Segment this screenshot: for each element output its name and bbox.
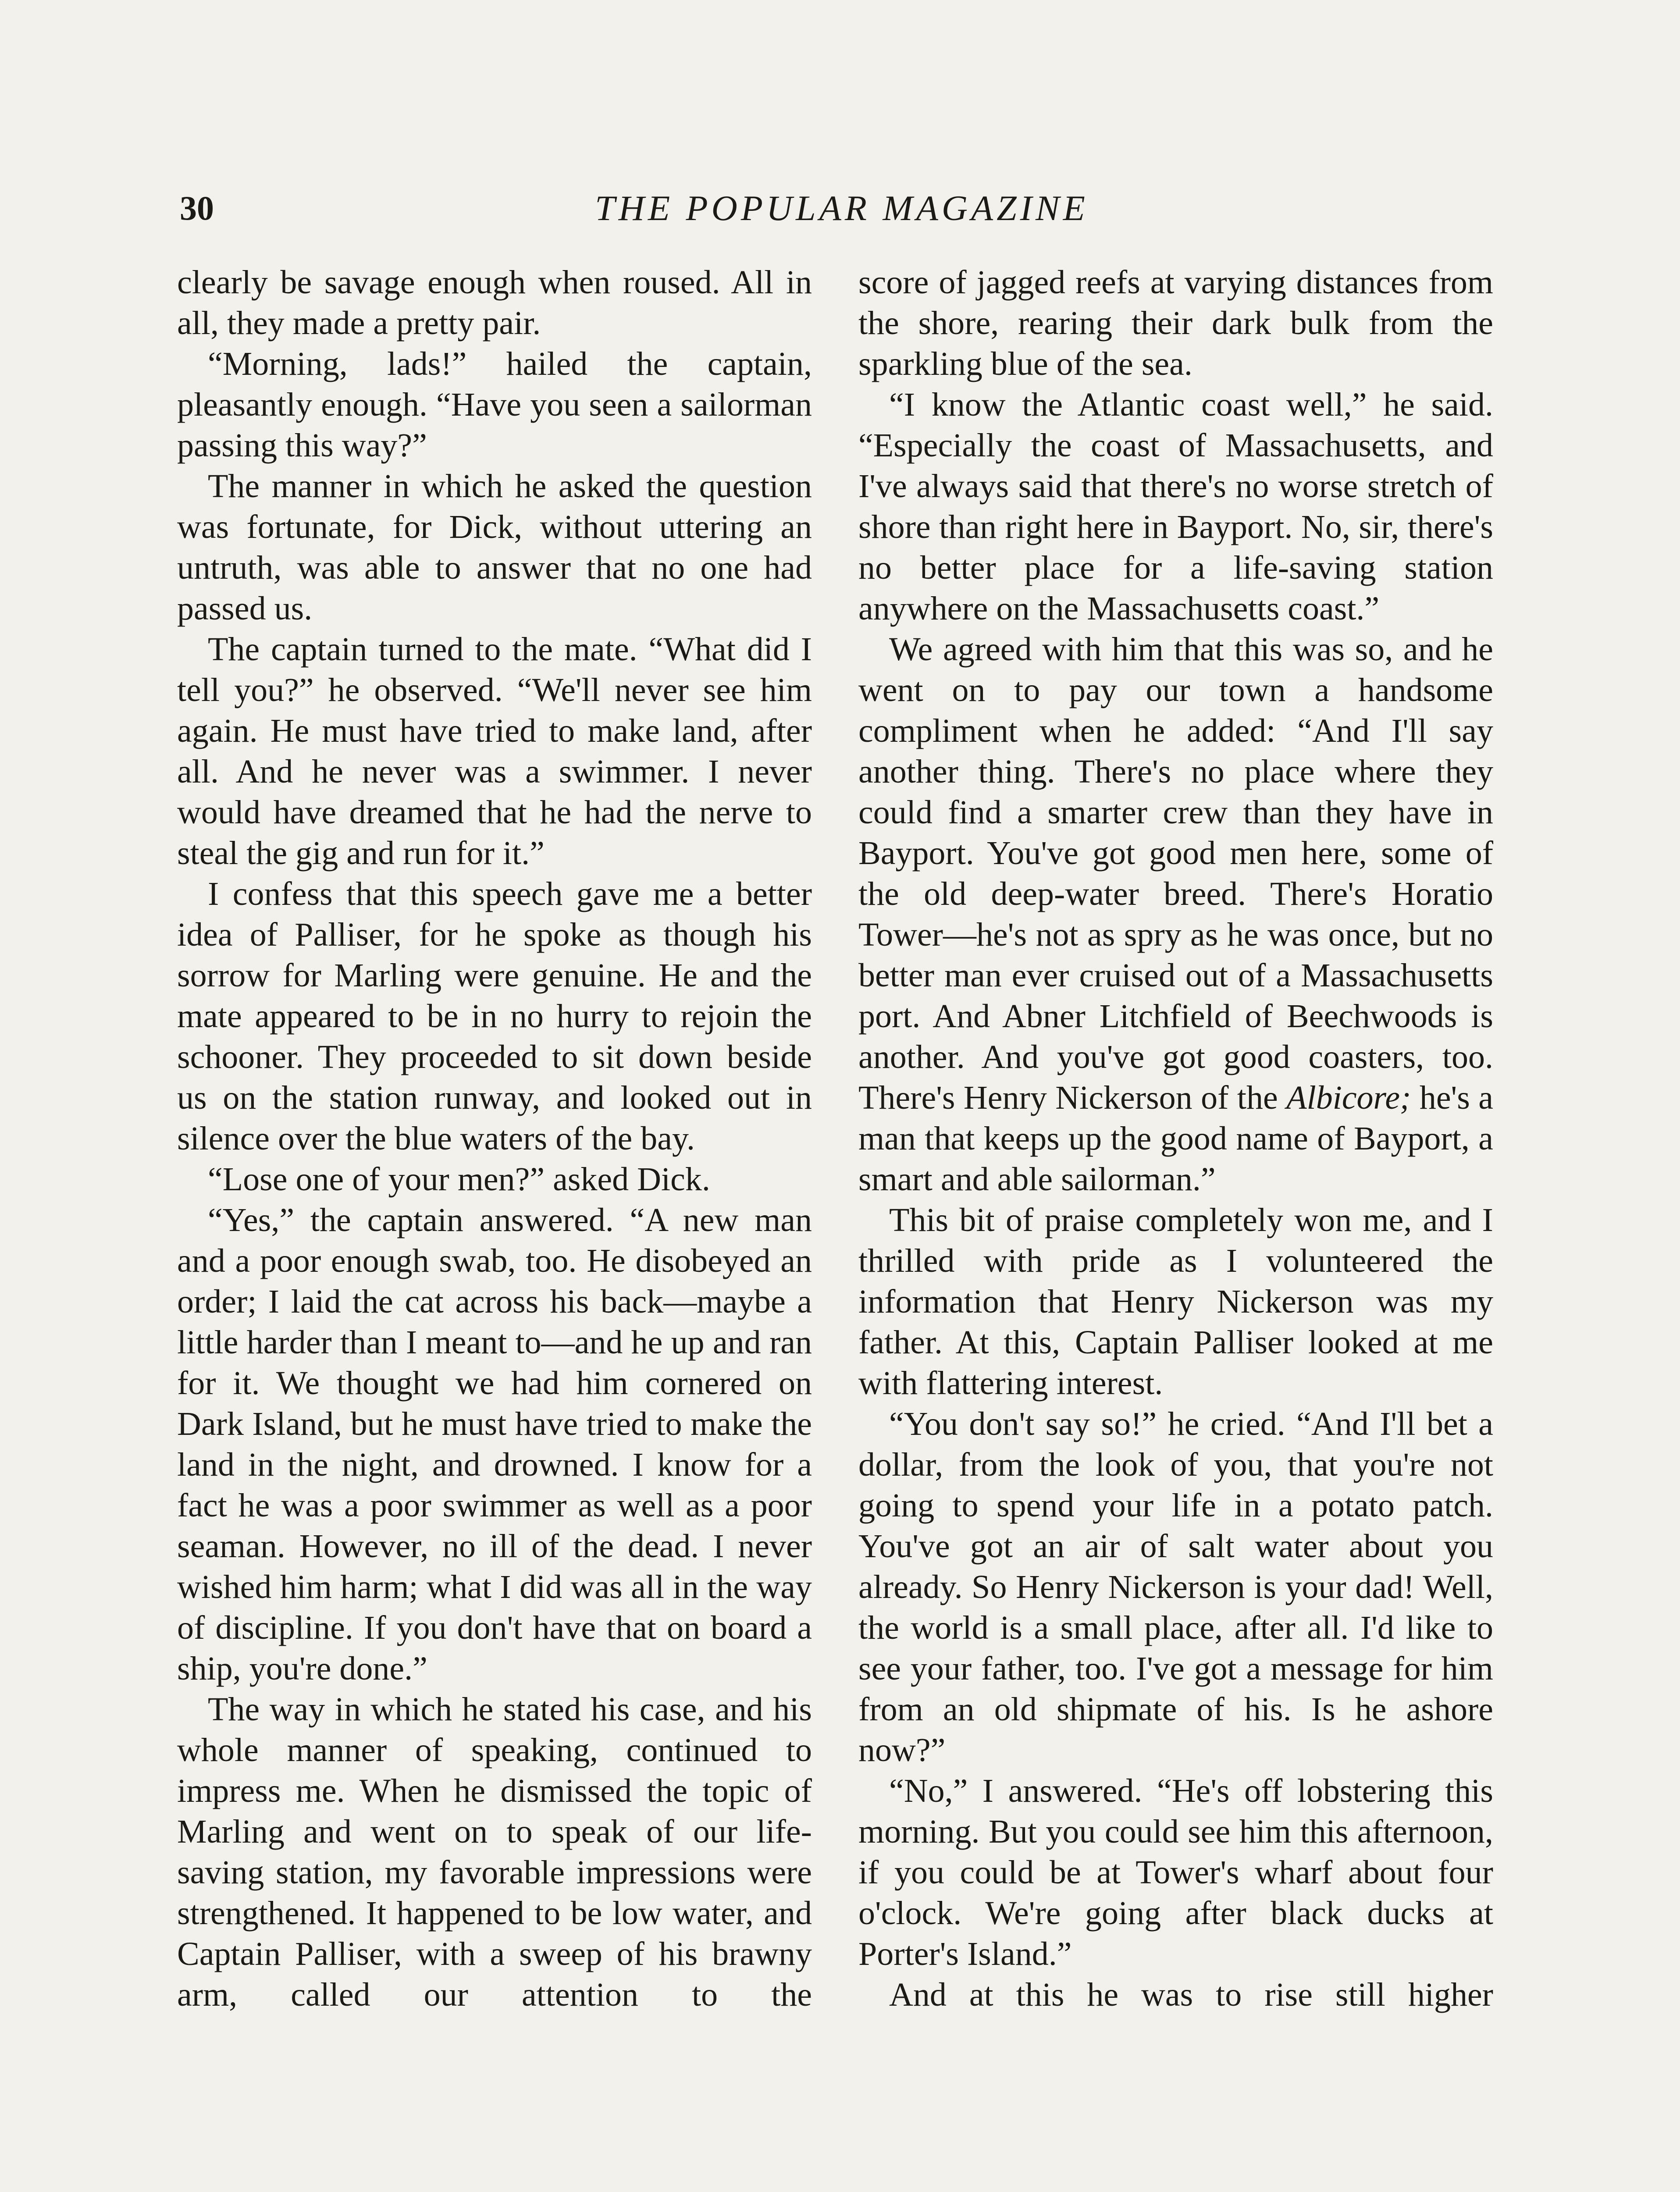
paragraph: This bit of praise completely won me, and I thrilled with pride as I volunteered the information that Henry Nickerson was my father. At this, Captain Palliser looked at me with flattering interest. xyxy=(858,1202,1493,1402)
paragraph: The manner in which he asked the question was fortunate, for Dick, without uttering an untruth, was able to answer that no one had passed us. xyxy=(177,468,812,627)
paragraph: “Lose one of your men?” asked Dick. xyxy=(208,1161,710,1198)
paragraph xyxy=(858,629,1493,1200)
paragraph-text: We agreed with him that this was so, and he went on to pay our town a handsome compliment when he added: “And I'll say another thing. There's no place where they could find a smarter crew than they have in Bayport. You've got good men here, some of the old deep-water breed. There's Horatio Tower—he's not as spry as he was once, but no better man ever cruised out of a Massachusetts port. And Abner Litchfield of Beechwoods is another. And you've got good coasters, too. There's Henry Nickerson of the xyxy=(858,631,1493,1116)
right-column xyxy=(858,262,1493,2192)
paragraph: “Yes,” the captain answered. “A new man and a poor enough swab, too. He disobeyed an order; I laid the cat across his back—maybe a little harder than I meant to—and he up and ran for it. We thought we had him cornered on Dark Island, but he must have tried to make the land in the night, and drowned. I know for a fact he was a poor swimmer as well as a poor seaman. However, no ill of the dead. I never wished him harm; what I did was all in the way of discipline. If you don't have that on board a ship, you're done.” xyxy=(177,1202,812,1687)
page-header xyxy=(180,184,1504,232)
paragraph: “I know the Atlantic coast well,” he said. “Especially the coast of Massachusetts, and I've always said that there's no worse stretch of shore than right here in Bayport. No, sir, there's no better place for a life-saving station anywhere on the Massachusetts coast.” xyxy=(858,386,1493,627)
ship-name: Albicore; xyxy=(1286,1079,1411,1116)
paragraph-text: he's a man that keeps up the good name of Bayport, a smart and able sailorman.” xyxy=(858,1079,1493,1198)
page-number: 30 xyxy=(180,189,214,227)
paragraph: And at this he was to rise still higher xyxy=(889,1976,1493,2013)
paragraph: The way in which he stated his case, and his whole manner of speaking, continued to impress me. When he dismissed the topic of Marling and went on to speak of our life-saving station, my favorable impressions were strengthened. It happened to be low water, and Captain Palliser, with a sweep of his brawny arm, called our attention to the xyxy=(177,1691,812,2013)
paragraph: “No,” I answered. “He's off lobstering this morning. But you could see him this afternoon, if you could be at Tower's wharf about four o'clock. We're going after black ducks at Porter's Island.” xyxy=(858,1772,1493,1972)
left-column xyxy=(177,262,812,2192)
paragraph: clearly be savage enough when roused. All in all, they made a pretty pair. xyxy=(177,264,812,342)
paragraph: The captain turned to the mate. “What did I tell you?” he observed. “We'll never see him again. He must have tried to make land, after all. And he never was a swimmer. I never would have dreamed that he had the nerve to steal the gig and run for it.” xyxy=(177,631,812,872)
paragraph: “You don't say so!” he cried. “And I'll bet a dollar, from the look of you, that you're not going to spend your life in a potato patch. You've got an air of salt water about you already. So Henry Nickerson is your dad! Well, the world is a small place, after all. I'd like to see your father, too. I've got a message for him from an old shipmate of his. Is he ashore now?” xyxy=(858,1406,1493,1769)
paragraph: I confess that this speech gave me a better idea of Palliser, for he spoke as though his sorrow for Marling were genuine. He and the mate appeared to be in no hurry to rejoin the schooner. They proceeded to sit down beside us on the station runway, and looked out in silence over the blue waters of the bay. xyxy=(177,875,812,1157)
paragraph: “Morning, lads!” hailed the captain, pleasantly enough. “Have you seen a sailorman passing this way?” xyxy=(177,345,812,464)
paragraph: score of jagged reefs at varying distances from the shore, rearing their dark bulk from the sparkling blue of the sea. xyxy=(858,264,1493,382)
running-title: THE POPULAR MAGAZINE xyxy=(595,188,1089,228)
